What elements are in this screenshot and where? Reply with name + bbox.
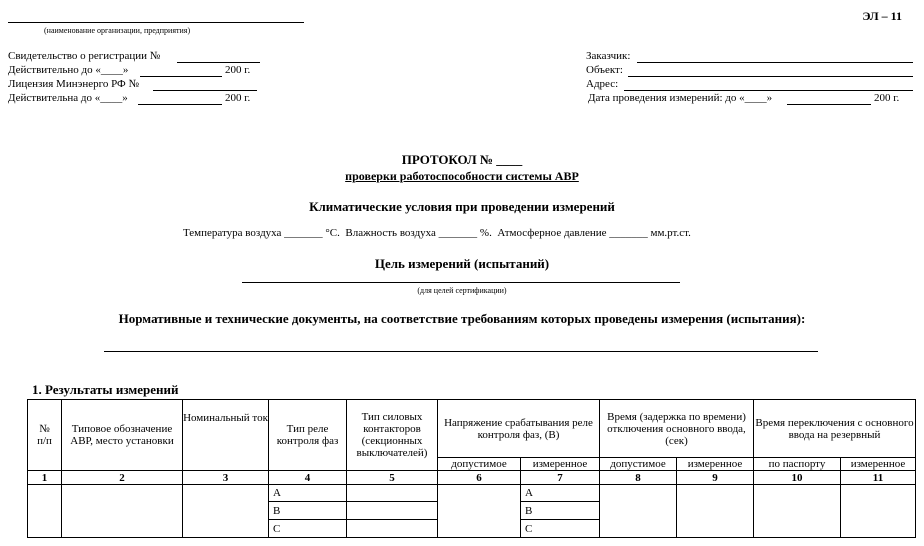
col-number: 10 [754,471,841,485]
header-delay: Время (задержка по времени) отключения основного ввода, (сек) [600,400,754,458]
header-contactor: Тип силовых контакторов (секционных выключателей) [347,400,438,471]
col-number: 6 [438,471,521,485]
relay-phase-a: А [269,485,347,502]
header-switch-passport: по паспорту [754,458,841,471]
header-no: № п/п [28,400,62,471]
goal-heading: Цель измерений (испытаний) [374,256,550,271]
goal-field[interactable] [242,282,680,283]
header-delay-allowed: допустимое [600,458,677,471]
col-number: 1 [28,471,62,485]
voltage-phase-c: С [521,520,600,538]
cell-voltage-allowed[interactable] [438,485,521,538]
customer-label: Заказчик: [586,50,631,62]
temperature-label: Температура воздуха _______ °С. [183,227,340,239]
climate-row [183,227,691,240]
date-field[interactable] [787,104,871,105]
col-number: 9 [677,471,754,485]
col-number: 3 [183,471,269,485]
protocol-subtitle-text: проверки работоспособности системы АВР [345,169,579,183]
cell-current[interactable] [183,485,269,538]
header-relay: Тип реле контроля фаз [269,400,347,471]
license-valid-label: Действительна до «____» [8,92,128,104]
license-valid-field[interactable] [138,104,222,105]
customer-field[interactable] [637,62,913,63]
object-field[interactable] [628,76,913,77]
col-number: 8 [600,471,677,485]
results-heading: 1. Результаты измерений [32,382,179,397]
valid-until-year: 200 г. [225,64,251,76]
address-field[interactable] [624,90,913,91]
header-voltage: Напряжение срабатывания реле контроля фаз, (В) [438,400,600,458]
voltage-phase-a: А [521,485,600,502]
climate-heading: Климатические условия при проведении измерений [309,199,615,214]
cell-switch-passport[interactable] [754,485,841,538]
norms-heading: Нормативные и технические документы, на соответствие требованиям которых проведены измерения (испытания): [118,311,806,326]
address-label: Адрес: [586,78,619,90]
relay-phase-c: С [269,520,347,538]
col-number: 2 [62,471,183,485]
header-voltage-measured: измеренное [521,458,600,471]
header-voltage-allowed: допустимое [438,458,521,471]
protocol-subtitle [0,169,924,184]
protocol-title: ПРОТОКОЛ № ____ [401,152,523,167]
col-number: 11 [841,471,916,485]
contactor-phase-b[interactable] [347,502,438,520]
relay-phase-b: В [269,502,347,520]
cell-delay-measured[interactable] [677,485,754,538]
results-table [27,399,916,538]
registration-label: Свидетельство о регистрации № [8,50,161,62]
cell-no[interactable] [28,485,62,538]
col-number: 7 [521,471,600,485]
date-label: Дата проведения измерений: до «____» [588,92,773,104]
registration-field[interactable] [177,62,260,63]
header-switch-measured: измеренное [841,458,916,471]
form-code: ЭЛ – 11 [862,9,902,23]
voltage-phase-b: В [521,502,600,520]
cell-switch-measured[interactable] [841,485,916,538]
license-label: Лицензия Минэнерго РФ № [8,78,139,90]
pressure-label: Атмосферное давление _______ мм.рт.ст. [497,227,691,239]
header-current: Номинальный ток [183,400,269,471]
contactor-phase-a[interactable] [347,485,438,502]
valid-until-label: Действительно до «____» [8,64,129,76]
header-delay-measured: измеренное [677,458,754,471]
valid-until-field[interactable] [140,76,222,77]
humidity-label: Влажность воздуха _______ %. [345,227,492,239]
goal-caption: (для целей сертификации) [417,286,507,295]
license-valid-year: 200 г. [225,92,251,104]
col-number: 5 [347,471,438,485]
org-name-line[interactable] [8,22,304,23]
contactor-phase-c[interactable] [347,520,438,538]
license-field[interactable] [153,90,257,91]
header-type: Типовое обозначение АВР, место установки [62,400,183,471]
cell-type[interactable] [62,485,183,538]
cell-delay-allowed[interactable] [600,485,677,538]
object-label: Объект: [586,64,623,76]
org-caption: (наименование организации, предприятия) [44,26,191,35]
header-switch: Время переключения с основного ввода на резервный [754,400,916,458]
norms-field[interactable] [104,351,818,352]
col-number: 4 [269,471,347,485]
date-year: 200 г. [874,92,900,104]
